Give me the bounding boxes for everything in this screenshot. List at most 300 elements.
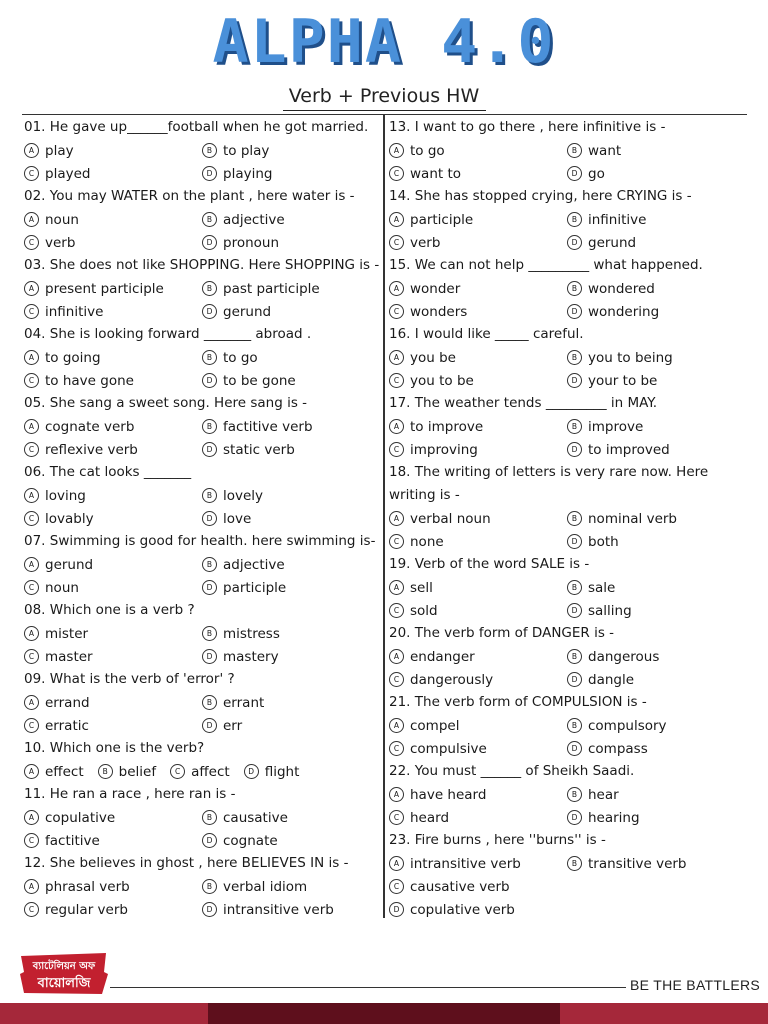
option-row bbox=[24, 415, 380, 438]
option-letter-circle: D bbox=[202, 442, 217, 457]
answer-option bbox=[389, 419, 567, 435]
question-text: 04. She is looking forward _______ abroad . bbox=[24, 326, 312, 342]
option-letter-circle: A bbox=[24, 143, 39, 158]
option-letter-circle: B bbox=[567, 511, 582, 526]
answer-option bbox=[389, 741, 567, 757]
question-text: 10. Which one is the verb? bbox=[24, 740, 205, 756]
answer-option bbox=[567, 373, 745, 389]
option-letter-circle: B bbox=[567, 787, 582, 802]
question-block bbox=[24, 254, 380, 323]
option-text: sold bbox=[410, 602, 438, 619]
answer-option bbox=[24, 419, 202, 435]
answer-option bbox=[389, 810, 567, 826]
answer-option bbox=[389, 649, 567, 665]
answer-option bbox=[389, 718, 567, 734]
option-text: to be gone bbox=[223, 372, 296, 389]
question-text: 05. She sang a sweet song. Here sang is - bbox=[24, 395, 308, 411]
question-text: 16. I would like _____ careful. bbox=[389, 326, 584, 342]
answer-option bbox=[24, 810, 202, 826]
answer-option bbox=[24, 511, 202, 527]
option-row bbox=[389, 507, 745, 530]
question-block bbox=[24, 783, 380, 852]
option-letter-circle: D bbox=[567, 810, 582, 825]
option-row bbox=[389, 645, 745, 668]
answer-option bbox=[567, 787, 745, 803]
option-letter-circle: D bbox=[567, 741, 582, 756]
option-letter-circle: C bbox=[389, 235, 404, 250]
option-text: want to bbox=[410, 165, 462, 182]
answer-option bbox=[24, 350, 202, 366]
option-text: wonder bbox=[410, 280, 461, 297]
option-text: intransitive verb bbox=[223, 901, 334, 918]
option-text: intransitive verb bbox=[410, 855, 521, 872]
answer-option bbox=[24, 304, 202, 320]
answer-option bbox=[202, 557, 380, 573]
option-letter-circle: D bbox=[244, 764, 259, 779]
option-text: causative bbox=[223, 809, 288, 826]
answer-option bbox=[244, 764, 300, 780]
question-block bbox=[24, 392, 380, 461]
option-letter-circle: D bbox=[567, 304, 582, 319]
question-text: 19. Verb of the word SALE is - bbox=[389, 556, 590, 572]
answer-option bbox=[202, 879, 380, 895]
option-letter-circle: A bbox=[389, 143, 404, 158]
option-row bbox=[389, 415, 745, 438]
answer-option bbox=[389, 212, 567, 228]
option-row bbox=[24, 829, 380, 852]
option-row bbox=[389, 737, 745, 760]
option-letter-circle: A bbox=[24, 557, 39, 572]
answer-option bbox=[24, 764, 84, 780]
option-letter-circle: C bbox=[24, 833, 39, 848]
option-text: sell bbox=[410, 579, 433, 596]
option-letter-circle: D bbox=[202, 166, 217, 181]
option-letter-circle: C bbox=[170, 764, 185, 779]
option-text: reflexive verb bbox=[45, 441, 138, 458]
option-text: regular verb bbox=[45, 901, 128, 918]
answer-option bbox=[567, 580, 745, 596]
option-text: effect bbox=[45, 763, 84, 780]
option-row bbox=[389, 576, 745, 599]
option-text: factitive bbox=[45, 832, 100, 849]
option-text: both bbox=[588, 533, 619, 550]
answer-option bbox=[567, 810, 745, 826]
answer-option bbox=[389, 143, 567, 159]
option-text: lovely bbox=[223, 487, 264, 504]
question-text: 08. Which one is a verb ? bbox=[24, 602, 195, 618]
option-text: to go bbox=[410, 142, 445, 159]
option-text: mister bbox=[45, 625, 89, 642]
answer-option bbox=[24, 580, 202, 596]
option-letter-circle: A bbox=[24, 488, 39, 503]
option-text: wondering bbox=[588, 303, 660, 320]
option-letter-circle: D bbox=[567, 603, 582, 618]
answer-option bbox=[567, 672, 745, 688]
option-letter-circle: A bbox=[389, 350, 404, 365]
option-letter-circle: C bbox=[24, 304, 39, 319]
answer-option bbox=[202, 580, 380, 596]
option-letter-circle: B bbox=[567, 419, 582, 434]
question-block bbox=[24, 852, 380, 921]
question-text: 21. The verb form of COMPULSION is - bbox=[389, 694, 647, 710]
answer-option bbox=[202, 488, 380, 504]
answer-option bbox=[24, 488, 202, 504]
question-text: 01. He gave up______football when he got married. bbox=[24, 119, 369, 135]
option-letter-circle: D bbox=[567, 534, 582, 549]
answer-option bbox=[567, 442, 745, 458]
option-text: verbal idiom bbox=[223, 878, 308, 895]
option-text: verb bbox=[45, 234, 76, 251]
option-row bbox=[24, 231, 380, 254]
option-text: belief bbox=[118, 763, 157, 780]
option-row bbox=[24, 162, 380, 185]
answer-option bbox=[389, 281, 567, 297]
right-question-column bbox=[389, 116, 745, 921]
option-text: participle bbox=[223, 579, 287, 596]
question-text: 02. You may WATER on the plant , here water is - bbox=[24, 188, 355, 204]
option-letter-circle: A bbox=[389, 511, 404, 526]
answer-option bbox=[170, 764, 230, 780]
option-text: err bbox=[223, 717, 243, 734]
option-row bbox=[389, 599, 745, 622]
option-text: to play bbox=[223, 142, 270, 159]
option-row bbox=[24, 806, 380, 829]
answer-option bbox=[389, 672, 567, 688]
option-letter-circle: B bbox=[202, 212, 217, 227]
answer-option bbox=[202, 235, 380, 251]
option-letter-circle: B bbox=[202, 557, 217, 572]
option-row bbox=[389, 783, 745, 806]
option-row bbox=[389, 162, 745, 185]
question-text: 23. Fire burns , here ''burns'' is - bbox=[389, 832, 606, 848]
option-text: played bbox=[45, 165, 91, 182]
answer-option bbox=[567, 511, 745, 527]
answer-option bbox=[202, 373, 380, 389]
footer-bar-right bbox=[560, 1003, 768, 1024]
option-letter-circle: A bbox=[24, 281, 39, 296]
option-row bbox=[389, 139, 745, 162]
option-letter-circle: C bbox=[24, 511, 39, 526]
option-row bbox=[389, 231, 745, 254]
answer-option bbox=[389, 787, 567, 803]
option-text: infinitive bbox=[588, 211, 647, 228]
option-row bbox=[24, 300, 380, 323]
option-text: play bbox=[45, 142, 74, 159]
option-letter-circle: C bbox=[389, 304, 404, 319]
option-text: participle bbox=[410, 211, 474, 228]
option-letter-circle: C bbox=[389, 603, 404, 618]
option-letter-circle: D bbox=[202, 902, 217, 917]
answer-option bbox=[567, 534, 745, 550]
footer-tagline: BE THE BATTLERS bbox=[630, 977, 761, 993]
answer-option bbox=[24, 235, 202, 251]
option-text: noun bbox=[45, 211, 79, 228]
option-text: sale bbox=[588, 579, 616, 596]
answer-option bbox=[389, 350, 567, 366]
option-text: nominal verb bbox=[588, 510, 678, 527]
option-letter-circle: C bbox=[24, 718, 39, 733]
answer-option bbox=[389, 879, 575, 895]
option-row bbox=[24, 369, 380, 392]
option-row bbox=[389, 346, 745, 369]
option-text: hear bbox=[588, 786, 619, 803]
option-letter-circle: C bbox=[389, 810, 404, 825]
option-letter-circle: B bbox=[202, 143, 217, 158]
question-block bbox=[389, 254, 745, 323]
option-text: endanger bbox=[410, 648, 475, 665]
answer-option bbox=[202, 695, 380, 711]
answer-option bbox=[24, 626, 202, 642]
option-text: want bbox=[588, 142, 622, 159]
option-row bbox=[24, 553, 380, 576]
option-letter-circle: B bbox=[202, 281, 217, 296]
option-letter-circle: D bbox=[202, 833, 217, 848]
option-text: copulative verb bbox=[410, 901, 515, 918]
question-block bbox=[389, 553, 745, 622]
option-letter-circle: A bbox=[24, 764, 39, 779]
answer-option bbox=[24, 166, 202, 182]
answer-option bbox=[202, 833, 380, 849]
option-text: factitive verb bbox=[223, 418, 313, 435]
answer-option bbox=[567, 603, 745, 619]
answer-option bbox=[567, 212, 745, 228]
answer-option bbox=[24, 649, 202, 665]
question-block bbox=[24, 530, 380, 599]
question-block bbox=[389, 829, 745, 921]
question-text: 15. We can not help _________ what happened. bbox=[389, 257, 703, 273]
option-row bbox=[24, 645, 380, 668]
option-row bbox=[24, 760, 380, 783]
option-text: to going bbox=[45, 349, 101, 366]
option-text: affect bbox=[191, 763, 230, 780]
answer-option bbox=[202, 718, 380, 734]
option-letter-circle: D bbox=[567, 166, 582, 181]
answer-option bbox=[567, 304, 745, 320]
option-letter-circle: B bbox=[567, 143, 582, 158]
answer-option bbox=[202, 902, 380, 918]
answer-option bbox=[567, 856, 745, 872]
option-letter-circle: D bbox=[202, 511, 217, 526]
option-row bbox=[389, 277, 745, 300]
option-text: to go bbox=[223, 349, 258, 366]
option-letter-circle: B bbox=[202, 419, 217, 434]
question-block bbox=[389, 116, 745, 185]
option-row bbox=[24, 208, 380, 231]
logo-line-1: ব্যাটেলিয়ন অফ bbox=[32, 961, 96, 972]
option-text: improve bbox=[588, 418, 644, 435]
option-text: causative verb bbox=[410, 878, 510, 895]
answer-option bbox=[24, 557, 202, 573]
option-text: dangerous bbox=[588, 648, 660, 665]
option-text: playing bbox=[223, 165, 273, 182]
option-row bbox=[389, 806, 745, 829]
option-text: none bbox=[410, 533, 444, 550]
option-text: you be bbox=[410, 349, 456, 366]
option-text: compulsive bbox=[410, 740, 487, 757]
option-letter-circle: C bbox=[24, 902, 39, 917]
answer-option bbox=[24, 281, 202, 297]
option-text: your to be bbox=[588, 372, 658, 389]
answer-option bbox=[389, 603, 567, 619]
answer-option bbox=[202, 442, 380, 458]
option-text: verbal noun bbox=[410, 510, 491, 527]
option-letter-circle: C bbox=[389, 373, 404, 388]
answer-option bbox=[389, 373, 567, 389]
option-letter-circle: A bbox=[389, 718, 404, 733]
answer-option bbox=[567, 235, 745, 251]
option-letter-circle: B bbox=[202, 879, 217, 894]
option-row bbox=[389, 875, 745, 898]
option-letter-circle: C bbox=[24, 373, 39, 388]
option-row bbox=[24, 691, 380, 714]
option-text: loving bbox=[45, 487, 86, 504]
option-row bbox=[24, 714, 380, 737]
question-block bbox=[389, 392, 745, 461]
answer-option bbox=[24, 143, 202, 159]
option-letter-circle: D bbox=[202, 373, 217, 388]
answer-option bbox=[567, 718, 745, 734]
option-text: heard bbox=[410, 809, 450, 826]
answer-option bbox=[389, 511, 567, 527]
option-text: hearing bbox=[588, 809, 640, 826]
option-letter-circle: C bbox=[389, 672, 404, 687]
question-block bbox=[24, 323, 380, 392]
option-text: salling bbox=[588, 602, 632, 619]
question-block bbox=[24, 737, 380, 783]
question-block bbox=[389, 760, 745, 829]
answer-option bbox=[567, 649, 745, 665]
option-letter-circle: D bbox=[389, 902, 404, 917]
option-letter-circle: C bbox=[24, 166, 39, 181]
answer-option bbox=[389, 902, 575, 918]
answer-option bbox=[24, 879, 202, 895]
option-letter-circle: C bbox=[389, 534, 404, 549]
answer-option bbox=[202, 143, 380, 159]
option-text: cognate bbox=[223, 832, 278, 849]
subtitle-underline bbox=[283, 110, 486, 111]
answer-option bbox=[389, 580, 567, 596]
option-row bbox=[24, 898, 380, 921]
option-text: master bbox=[45, 648, 93, 665]
answer-option bbox=[202, 281, 380, 297]
page-subtitle: Verb + Previous HW bbox=[288, 85, 480, 107]
answer-option bbox=[202, 649, 380, 665]
option-letter-circle: A bbox=[24, 212, 39, 227]
option-letter-circle: B bbox=[567, 856, 582, 871]
option-letter-circle: C bbox=[24, 649, 39, 664]
question-block bbox=[24, 668, 380, 737]
option-row bbox=[24, 438, 380, 461]
option-row bbox=[389, 898, 745, 921]
answer-option bbox=[567, 281, 745, 297]
question-text: 17. The weather tends _________ in MAY. bbox=[389, 395, 658, 411]
answer-option bbox=[202, 810, 380, 826]
option-letter-circle: B bbox=[202, 350, 217, 365]
option-text: pronoun bbox=[223, 234, 280, 251]
option-letter-circle: B bbox=[567, 718, 582, 733]
option-text: verb bbox=[410, 234, 441, 251]
option-letter-circle: B bbox=[567, 649, 582, 664]
answer-option bbox=[567, 350, 745, 366]
page-title: ALPHA 4.0 bbox=[212, 7, 556, 77]
option-text: cognate verb bbox=[45, 418, 135, 435]
answer-option bbox=[567, 143, 745, 159]
question-text: 12. She believes in ghost , here BELIEVES IN is - bbox=[24, 855, 349, 871]
option-text: erratic bbox=[45, 717, 89, 734]
answer-option bbox=[24, 442, 202, 458]
option-text: gerund bbox=[588, 234, 637, 251]
option-text: flight bbox=[264, 763, 300, 780]
question-text: 09. What is the verb of 'error' ? bbox=[24, 671, 235, 687]
option-text: phrasal verb bbox=[45, 878, 130, 895]
option-text: mastery bbox=[223, 648, 279, 665]
option-row bbox=[389, 438, 745, 461]
question-block bbox=[24, 185, 380, 254]
option-letter-circle: A bbox=[24, 810, 39, 825]
answer-option bbox=[202, 304, 380, 320]
option-letter-circle: A bbox=[389, 212, 404, 227]
option-letter-circle: B bbox=[567, 281, 582, 296]
option-text: copulative bbox=[45, 809, 116, 826]
option-letter-circle: D bbox=[567, 235, 582, 250]
option-text: to improved bbox=[588, 441, 670, 458]
option-letter-circle: C bbox=[24, 235, 39, 250]
question-text: 07. Swimming is good for health. here swimming is- bbox=[24, 533, 376, 549]
question-text: 03. She does not like SHOPPING. Here SHOPPING is - bbox=[24, 257, 380, 273]
option-text: noun bbox=[45, 579, 79, 596]
answer-option bbox=[202, 419, 380, 435]
question-text: 22. You must ______ of Sheikh Saadi. bbox=[389, 763, 635, 779]
option-row bbox=[24, 346, 380, 369]
option-letter-circle: C bbox=[24, 442, 39, 457]
option-letter-circle: D bbox=[567, 672, 582, 687]
option-text: gerund bbox=[45, 556, 94, 573]
option-text: improving bbox=[410, 441, 478, 458]
answer-option bbox=[24, 212, 202, 228]
option-letter-circle: D bbox=[202, 718, 217, 733]
option-row bbox=[24, 875, 380, 898]
question-text: 11. He ran a race , here ran is - bbox=[24, 786, 236, 802]
option-text: errand bbox=[45, 694, 90, 711]
option-text: present participle bbox=[45, 280, 164, 297]
answer-option bbox=[24, 902, 202, 918]
question-text: 14. She has stopped crying, here CRYING is - bbox=[389, 188, 692, 204]
question-text: 13. I want to go there , here infinitive is - bbox=[389, 119, 666, 135]
option-text: dangle bbox=[588, 671, 635, 688]
question-block bbox=[24, 599, 380, 668]
option-letter-circle: C bbox=[389, 166, 404, 181]
option-text: gerund bbox=[223, 303, 272, 320]
option-row bbox=[389, 208, 745, 231]
option-text: go bbox=[588, 165, 605, 182]
option-row bbox=[389, 714, 745, 737]
answer-option bbox=[567, 741, 745, 757]
answer-option bbox=[202, 626, 380, 642]
footer-bar-left bbox=[0, 1003, 208, 1024]
option-row bbox=[24, 277, 380, 300]
option-row bbox=[389, 369, 745, 392]
option-letter-circle: C bbox=[24, 580, 39, 595]
column-divider bbox=[383, 114, 385, 918]
option-text: mistress bbox=[223, 625, 280, 642]
battalion-of-biology-logo bbox=[18, 950, 110, 996]
option-letter-circle: A bbox=[24, 626, 39, 641]
answer-option bbox=[389, 235, 567, 251]
option-letter-circle: D bbox=[567, 373, 582, 388]
question-block bbox=[389, 323, 745, 392]
question-block bbox=[24, 116, 380, 185]
option-text: compass bbox=[588, 740, 648, 757]
